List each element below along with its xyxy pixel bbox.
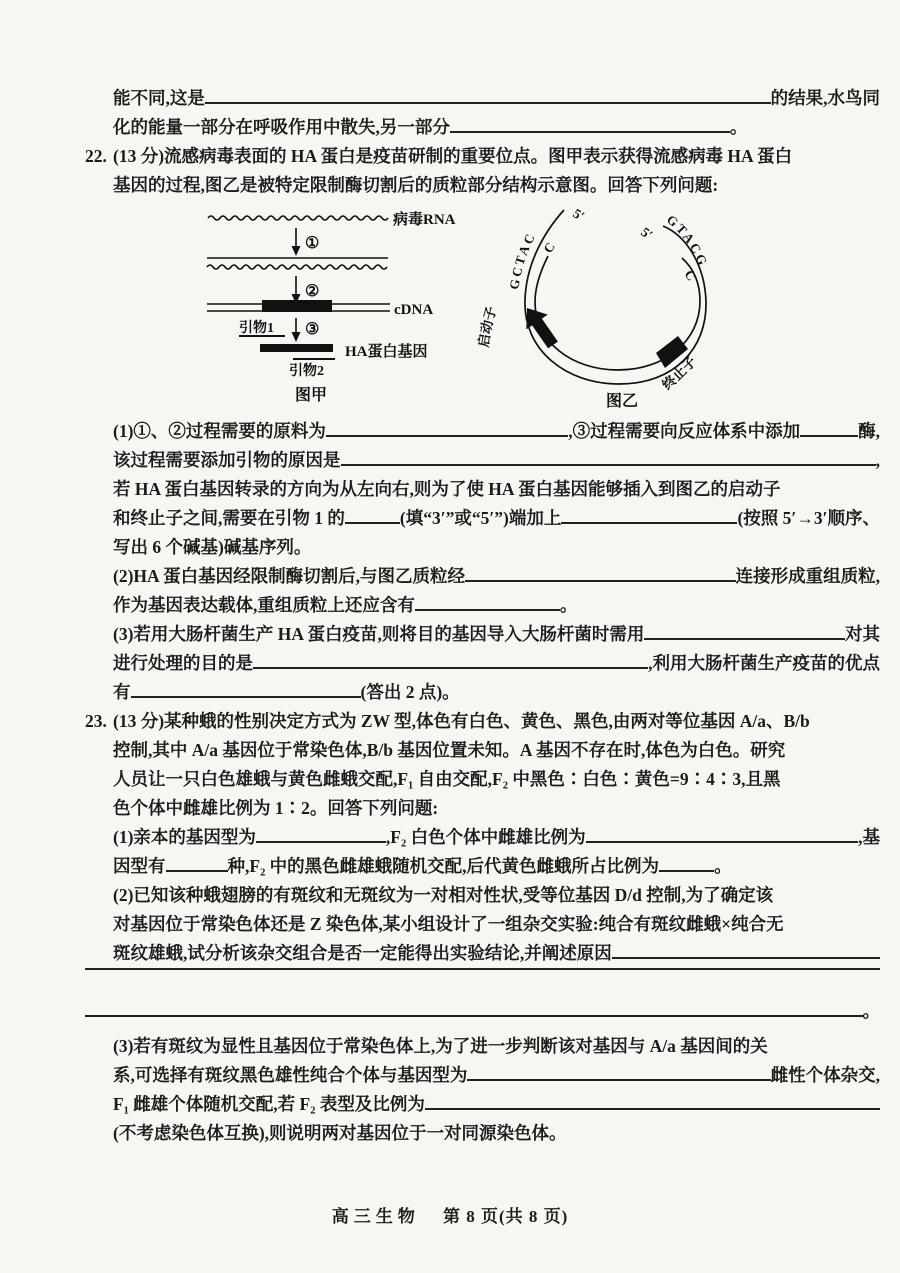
left-5-prime-label: 5′ bbox=[570, 205, 588, 224]
page-footer bbox=[0, 1202, 900, 1227]
q23-part3-line-1 bbox=[85, 1032, 880, 1061]
question-text: (不考虑染色体互换),则说明两对基因位于一对同源染色体。 bbox=[113, 1123, 567, 1143]
q22-part1-line-3 bbox=[85, 475, 880, 504]
question-text: 酶, bbox=[858, 421, 880, 441]
answer-blank bbox=[256, 841, 386, 843]
right-inner-base: C bbox=[681, 267, 700, 284]
question-text: 和终止子之间,需要在引物 1 的 bbox=[113, 508, 345, 528]
terminator-label: 终止子 bbox=[659, 353, 700, 393]
q23-part2-blank-line-1 bbox=[85, 968, 880, 997]
answer-blank bbox=[415, 609, 560, 611]
question-text: ,③过程需要向反应体系中添加 bbox=[568, 421, 801, 441]
question-text: 连接形成重组质粒, bbox=[735, 566, 880, 586]
question-text: 的结果,水鸟同 bbox=[770, 88, 880, 108]
primer-2-label: 引物2 bbox=[289, 364, 324, 379]
q22-part3-line-2 bbox=[85, 649, 880, 678]
question-text: 。 bbox=[559, 595, 578, 615]
step-1-circled-number: ① bbox=[305, 235, 320, 252]
question-text: (填“3′”或“5′”)端加上 bbox=[399, 508, 562, 528]
question-text: 人员让一只白色雄蛾与黄色雌蛾交配,F₁ 自由交配,F₂ 中黑色∶白色∶黄色=9∶4∶3,且黑 bbox=[113, 769, 781, 789]
question-number: 22. bbox=[85, 146, 107, 166]
question-text: 基因的过程,图乙是被特定限制酶切割后的质粒部分结构示意图。回答下列问题: bbox=[113, 175, 719, 195]
q21-tail-line-1 bbox=[85, 84, 880, 113]
footer-page-number: 第 8 页(共 8 页) bbox=[442, 1207, 569, 1226]
question-text: (13 分)流感病毒表面的 HA 蛋白是疫苗研制的重要位点。图甲表示获得流感病毒 HA 蛋白 bbox=[113, 146, 793, 166]
question-text: 。 bbox=[714, 856, 732, 876]
q22-part1-line-1 bbox=[85, 417, 880, 446]
answer-blank bbox=[644, 638, 845, 640]
question-text: 若 HA 蛋白基因转录的方向为从左向右,则为了使 HA 蛋白基因能够插入到图乙的启动子 bbox=[113, 479, 781, 499]
q23-part2-line-2 bbox=[85, 910, 880, 939]
question-text: 作为基因表达载体,重组质粒上还应含有 bbox=[113, 595, 415, 615]
question-text: (按照 5′→3′顺序、 bbox=[737, 508, 880, 528]
q23-part1-line-2 bbox=[85, 852, 880, 881]
question-text: 有 bbox=[113, 682, 131, 702]
answer-blank bbox=[85, 968, 880, 970]
answer-blank bbox=[425, 1108, 880, 1110]
question-text: 对其 bbox=[845, 624, 880, 644]
answer-blank bbox=[586, 841, 859, 843]
question-text: 对基因位于常染色体还是 Z 染色体,某小组设计了一组杂交实验:纯合有斑纹雌蛾×纯合无 bbox=[113, 914, 784, 934]
question-text: (1)亲本的基因型为 bbox=[113, 827, 256, 847]
question-text: 种,F₂ 中的黑色雌雄蛾随机交配,后代黄色雌蛾所占比例为 bbox=[227, 856, 660, 876]
figure-a-caption: 图甲 bbox=[295, 387, 328, 404]
question-text: (2)HA 蛋白基因经限制酶切割后,与图乙质粒经 bbox=[113, 566, 465, 586]
q22-part3-line-3 bbox=[85, 678, 880, 707]
q23-part3-line-3 bbox=[85, 1090, 880, 1119]
ha-gene-bar bbox=[260, 344, 333, 352]
q23-part3-line-2 bbox=[85, 1061, 880, 1090]
question-text: ,利用大肠杆菌生产疫苗的优点 bbox=[648, 653, 880, 673]
answer-blank bbox=[341, 464, 876, 466]
left-sticky-end-sequence: GCTAC bbox=[506, 229, 539, 291]
question-text: 能不同,这是 bbox=[113, 88, 205, 108]
ha-gene-label: HA蛋白基因 bbox=[345, 344, 428, 360]
q22-part2-line-2 bbox=[85, 591, 880, 620]
answer-blank bbox=[85, 1015, 863, 1017]
question-text: (3)若用大肠杆菌生产 HA 蛋白疫苗,则将目的基因导入大肠杆菌时需用 bbox=[113, 624, 645, 644]
question-text: 进行处理的目的是 bbox=[113, 653, 253, 673]
figure-row bbox=[85, 200, 880, 417]
question-text: 色个体中雌雄比例为 1∶2。回答下列问题: bbox=[113, 798, 439, 818]
question-text: (1)①、②过程需要的原料为 bbox=[113, 421, 326, 441]
virus-rna-wavy-line bbox=[208, 216, 388, 220]
virus-rna-label: 病毒RNA bbox=[393, 212, 456, 228]
question-text: 。 bbox=[729, 117, 748, 137]
q23-part2-line-3 bbox=[85, 939, 880, 968]
question-text: 系,可选择有斑纹黑色雄性纯合个体与基因型为 bbox=[113, 1065, 468, 1085]
q23-part2-blank-line-2 bbox=[85, 997, 880, 1026]
answer-blank bbox=[326, 435, 568, 437]
q23-intro-line-1 bbox=[85, 707, 880, 736]
q23-intro-line-2 bbox=[85, 736, 880, 765]
arrowhead-step-1 bbox=[292, 246, 301, 256]
question-text: 雌性个体杂交, bbox=[770, 1065, 880, 1085]
answer-blank bbox=[561, 522, 737, 524]
figure-b-plasmid bbox=[478, 200, 778, 414]
step-2-circled-number: ② bbox=[305, 283, 320, 300]
question-text: ,F₂ 白色个体中雌雄比例为 bbox=[385, 827, 586, 847]
question-text: (3)若有斑纹为显性且基因位于常染色体上,为了进一步判断该对基因与 A/a 基因间的关 bbox=[113, 1036, 768, 1056]
q22-part2-line-1 bbox=[85, 562, 880, 591]
answer-blank bbox=[166, 870, 228, 872]
question-text: 斑纹雄蛾,试分析该杂交组合是否一定能得出实验结论,并阐述原因 bbox=[113, 943, 612, 963]
answer-blank bbox=[465, 580, 736, 582]
arrowhead-step-3 bbox=[292, 332, 301, 342]
question-text: 该过程需要添加引物的原因是 bbox=[113, 450, 341, 470]
answer-blank bbox=[345, 522, 400, 524]
q22-part3-line-1 bbox=[85, 620, 880, 649]
q22-part1-line-5 bbox=[85, 533, 880, 562]
q22-part1-line-4 bbox=[85, 504, 880, 533]
question-text: 化的能量一部分在呼吸作用中散失,另一部分 bbox=[113, 117, 450, 137]
promoter-arrow bbox=[526, 308, 558, 348]
answer-blank bbox=[253, 667, 648, 669]
answer-blank bbox=[450, 131, 730, 133]
promoter-label: 启动子 bbox=[476, 304, 500, 349]
question-text: 写出 6 个碱基)碱基序列。 bbox=[113, 537, 312, 557]
question-text: F₁ 雌雄个体随机交配,若 F₂ 表型及比例为 bbox=[113, 1094, 425, 1114]
cdna-label: cDNA bbox=[394, 302, 434, 318]
question-text: (13 分)某种蛾的性别决定方式为 ZW 型,体色有白色、黄色、黑色,由两对等位基因 A/a、B/b bbox=[113, 711, 810, 731]
q22-intro-line-2 bbox=[85, 171, 880, 200]
right-sticky-end-sequence: GTACG bbox=[663, 211, 712, 270]
q21-tail-line-2 bbox=[85, 113, 880, 142]
exam-page-content bbox=[85, 84, 880, 1148]
question-text: (2)已知该种蛾翅膀的有斑纹和无斑纹为一对相对性状,受等位基因 D/d 控制,为了确定该 bbox=[113, 885, 774, 905]
answer-blank bbox=[205, 102, 771, 104]
footer-course-name: 高三生物 bbox=[331, 1207, 420, 1226]
right-5-prime-label: 5′ bbox=[638, 224, 656, 243]
q23-part2-line-1 bbox=[85, 881, 880, 910]
question-number: 23. bbox=[85, 711, 107, 731]
q22-part1-line-2 bbox=[85, 446, 880, 475]
answer-blank bbox=[467, 1079, 770, 1081]
answer-blank bbox=[659, 870, 714, 872]
question-text: 。 bbox=[862, 1001, 880, 1021]
q23-part1-line-1 bbox=[85, 823, 880, 852]
rna-wavy-line-2 bbox=[207, 265, 387, 269]
answer-blank bbox=[800, 435, 858, 437]
figure-b-caption: 图乙 bbox=[606, 393, 639, 410]
answer-blank bbox=[612, 957, 880, 959]
q22-intro-line-1 bbox=[85, 142, 880, 171]
left-inner-base: C bbox=[540, 239, 558, 256]
q23-intro-line-4 bbox=[85, 794, 880, 823]
q23-part3-line-4 bbox=[85, 1119, 880, 1148]
answer-blank bbox=[131, 696, 361, 698]
q23-intro-line-3 bbox=[85, 765, 880, 794]
question-text: 因型有 bbox=[113, 856, 166, 876]
question-text: (答出 2 点)。 bbox=[360, 682, 460, 702]
cdna-target-segment bbox=[262, 300, 332, 312]
question-text: ,基 bbox=[858, 827, 880, 847]
primer-1-label: 引物1 bbox=[239, 321, 274, 336]
question-text: 控制,其中 A/a 基因位于常染色体,B/b 基因位置未知。A 基因不存在时,体色为白色。研究 bbox=[113, 740, 786, 760]
step-3-circled-number: ③ bbox=[305, 321, 320, 338]
question-text: , bbox=[875, 450, 880, 470]
